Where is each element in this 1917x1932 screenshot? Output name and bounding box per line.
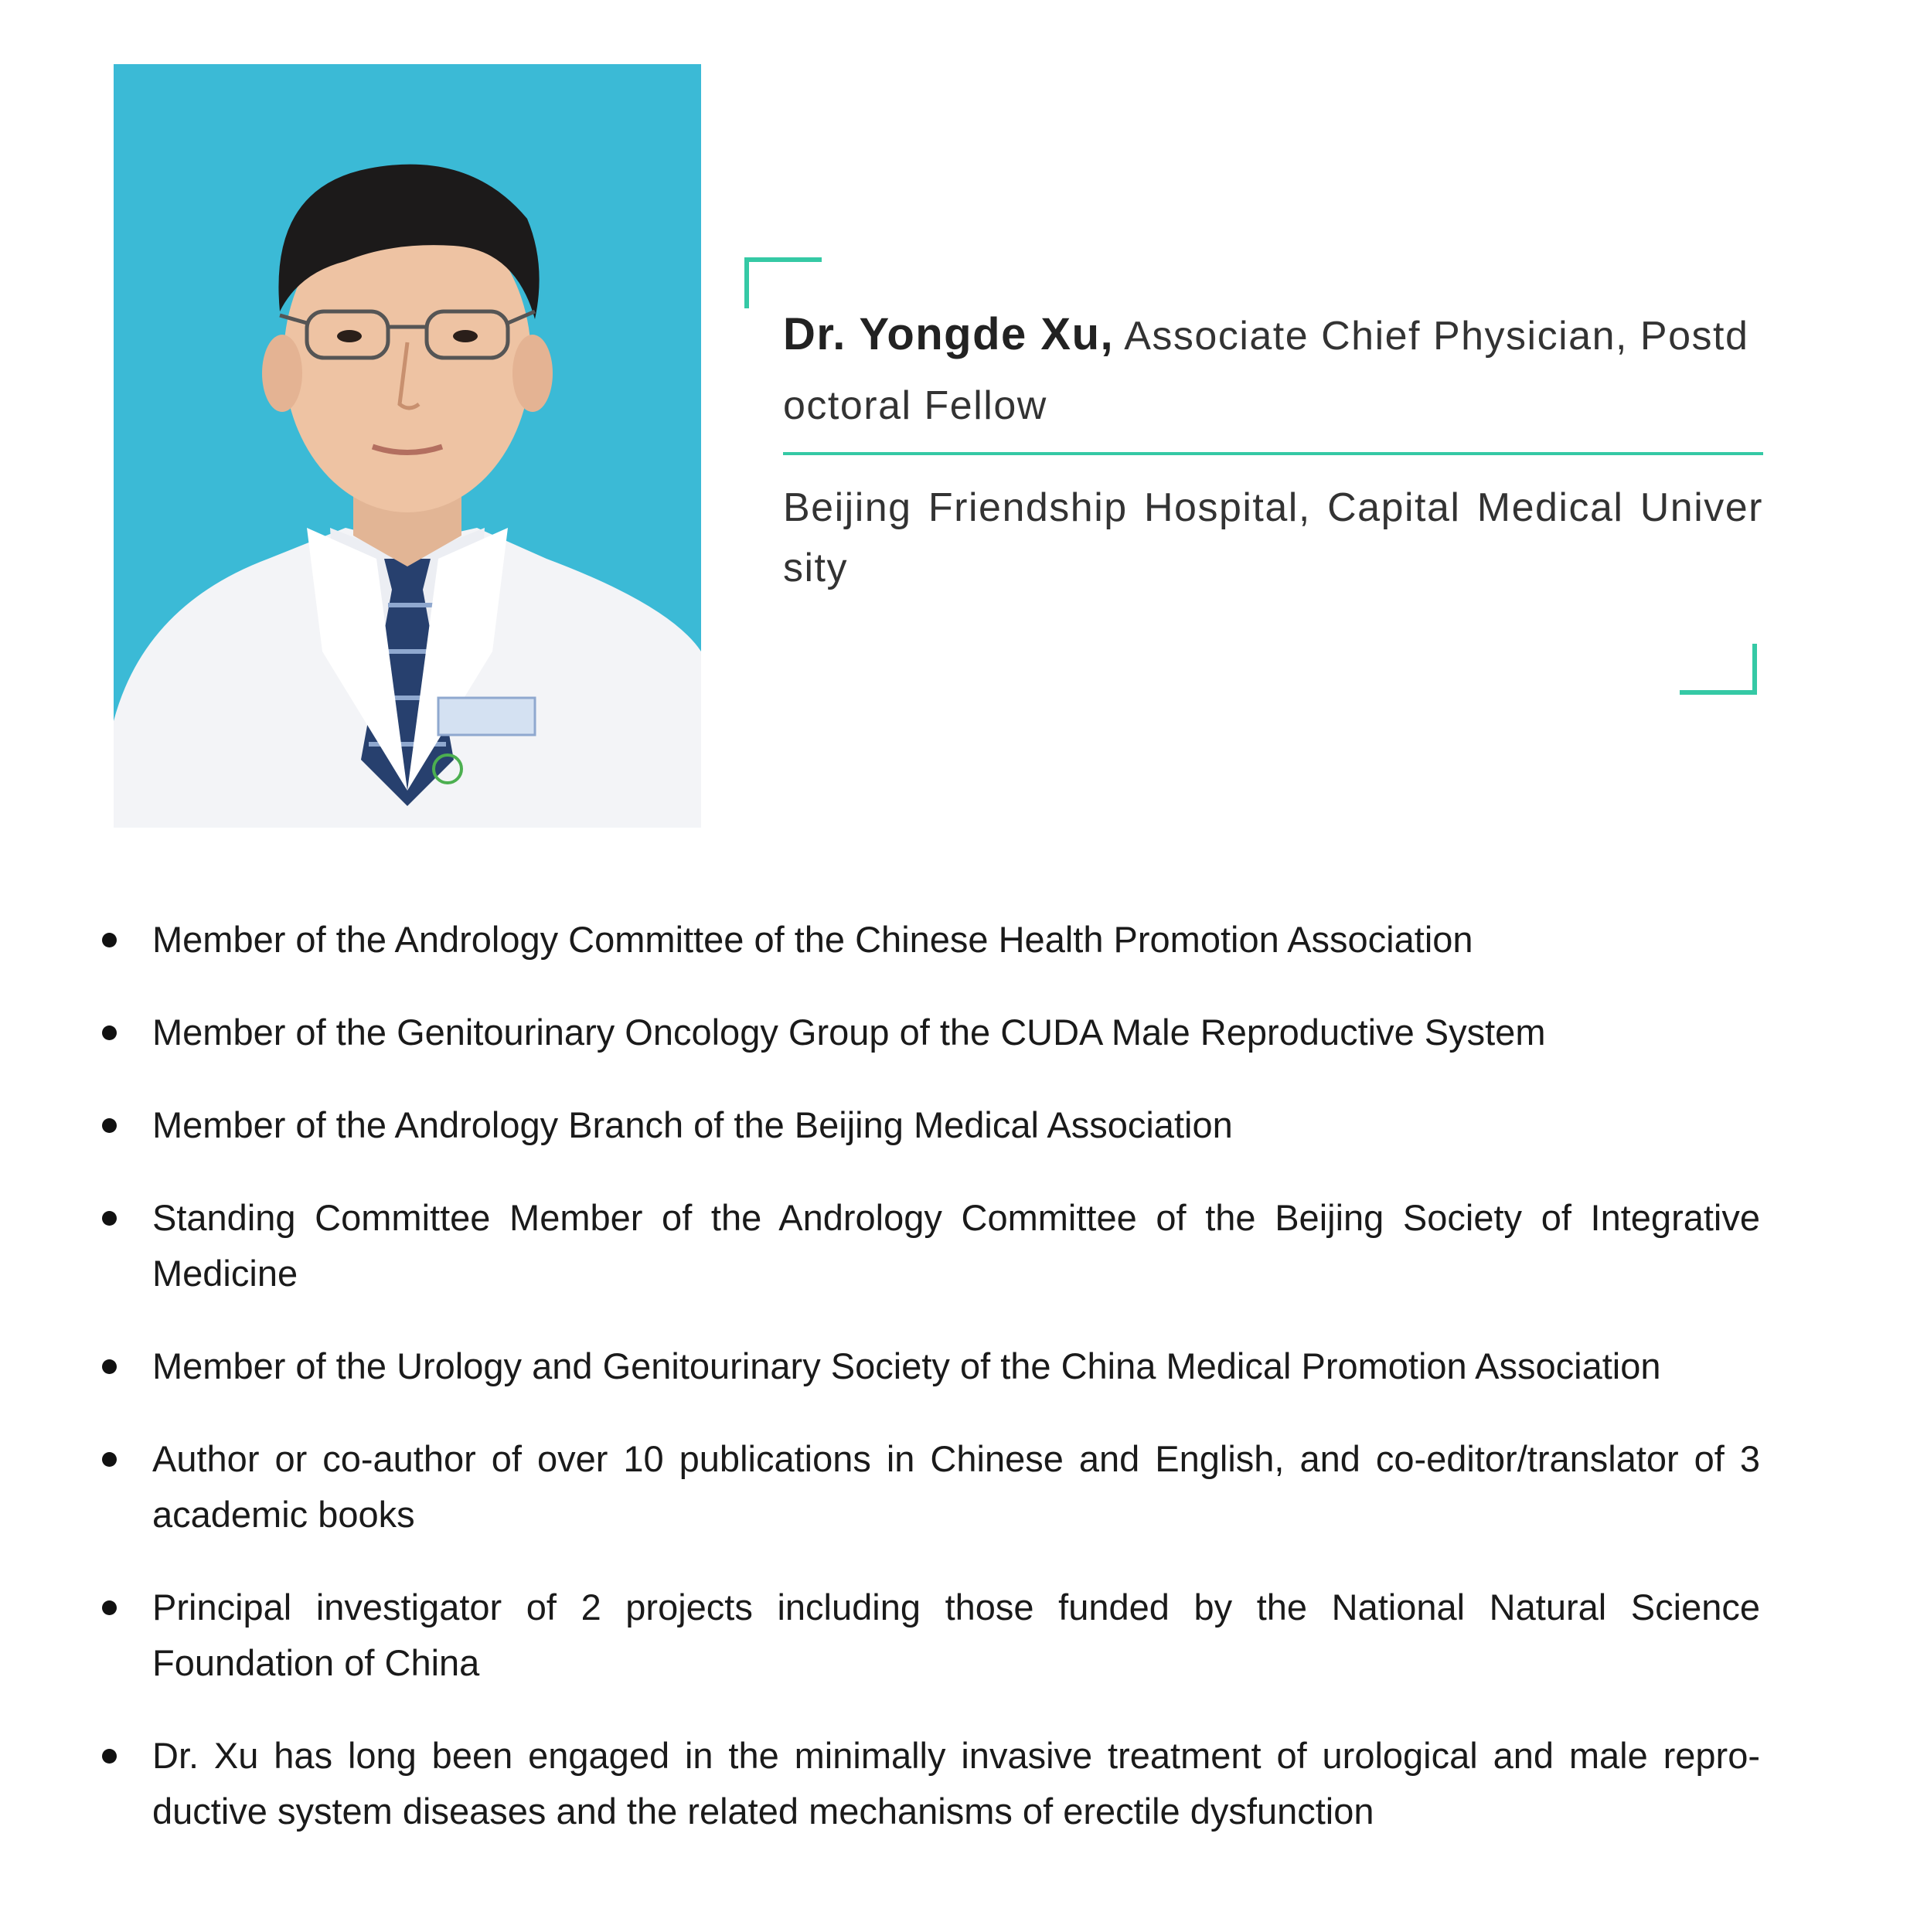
heading-divider [783,452,1763,455]
bio-item: Member of the Andrology Committee of the Chinese Health Promotion Association [0,912,1760,968]
doctor-title: Associate Chief Physician, Postdoctoral Fellow [783,314,1749,428]
bullet-icon [102,933,117,947]
doctor-affiliation: Beijing Friendship Hospital, Capital Medical University [783,485,1763,590]
bullet-icon [102,1600,117,1615]
bio-item: Member of the Genitourinary Oncology Group of the CUDA Male Reproductive System [0,1005,1760,1060]
bio-item: Member of the Andrology Branch of the Beijing Medical Association [0,1097,1760,1153]
doctor-name: Dr. Yongde Xu, [783,309,1115,359]
corner-accent-bottom-right [1680,644,1757,695]
bio-item: Standing Committee Member of the Andrology Committee of the Beijing Society of Integrative Medicine [0,1190,1760,1301]
bio-item: Author or co-author of over 10 publications in Chinese and English, and co-editor/translator of 3 academic books [0,1431,1760,1543]
profile-card [744,257,1765,695]
bio-item: Principal investigator of 2 projects including those funded by the National Natural Science Foundation of China [0,1580,1760,1691]
doctor-portrait-illustration [114,64,701,828]
bio-item: Dr. Xu has long been engaged in the minimally invasive treatment of urological and male reproductive system diseases and the related mechanisms of erectile dysfunction [0,1728,1760,1839]
profile-heading [783,300,1763,440]
bullet-icon [102,1452,117,1467]
bullet-icon [102,1749,117,1764]
bullet-icon [102,1118,117,1133]
doctor-photo [114,64,701,828]
bullet-icon [102,1359,117,1374]
bio-item: Member of the Urology and Genitourinary Society of the China Medical Promotion Association [0,1338,1760,1394]
bullet-icon [102,1026,117,1040]
bio-list [0,912,1917,1876]
bullet-icon [102,1211,117,1226]
